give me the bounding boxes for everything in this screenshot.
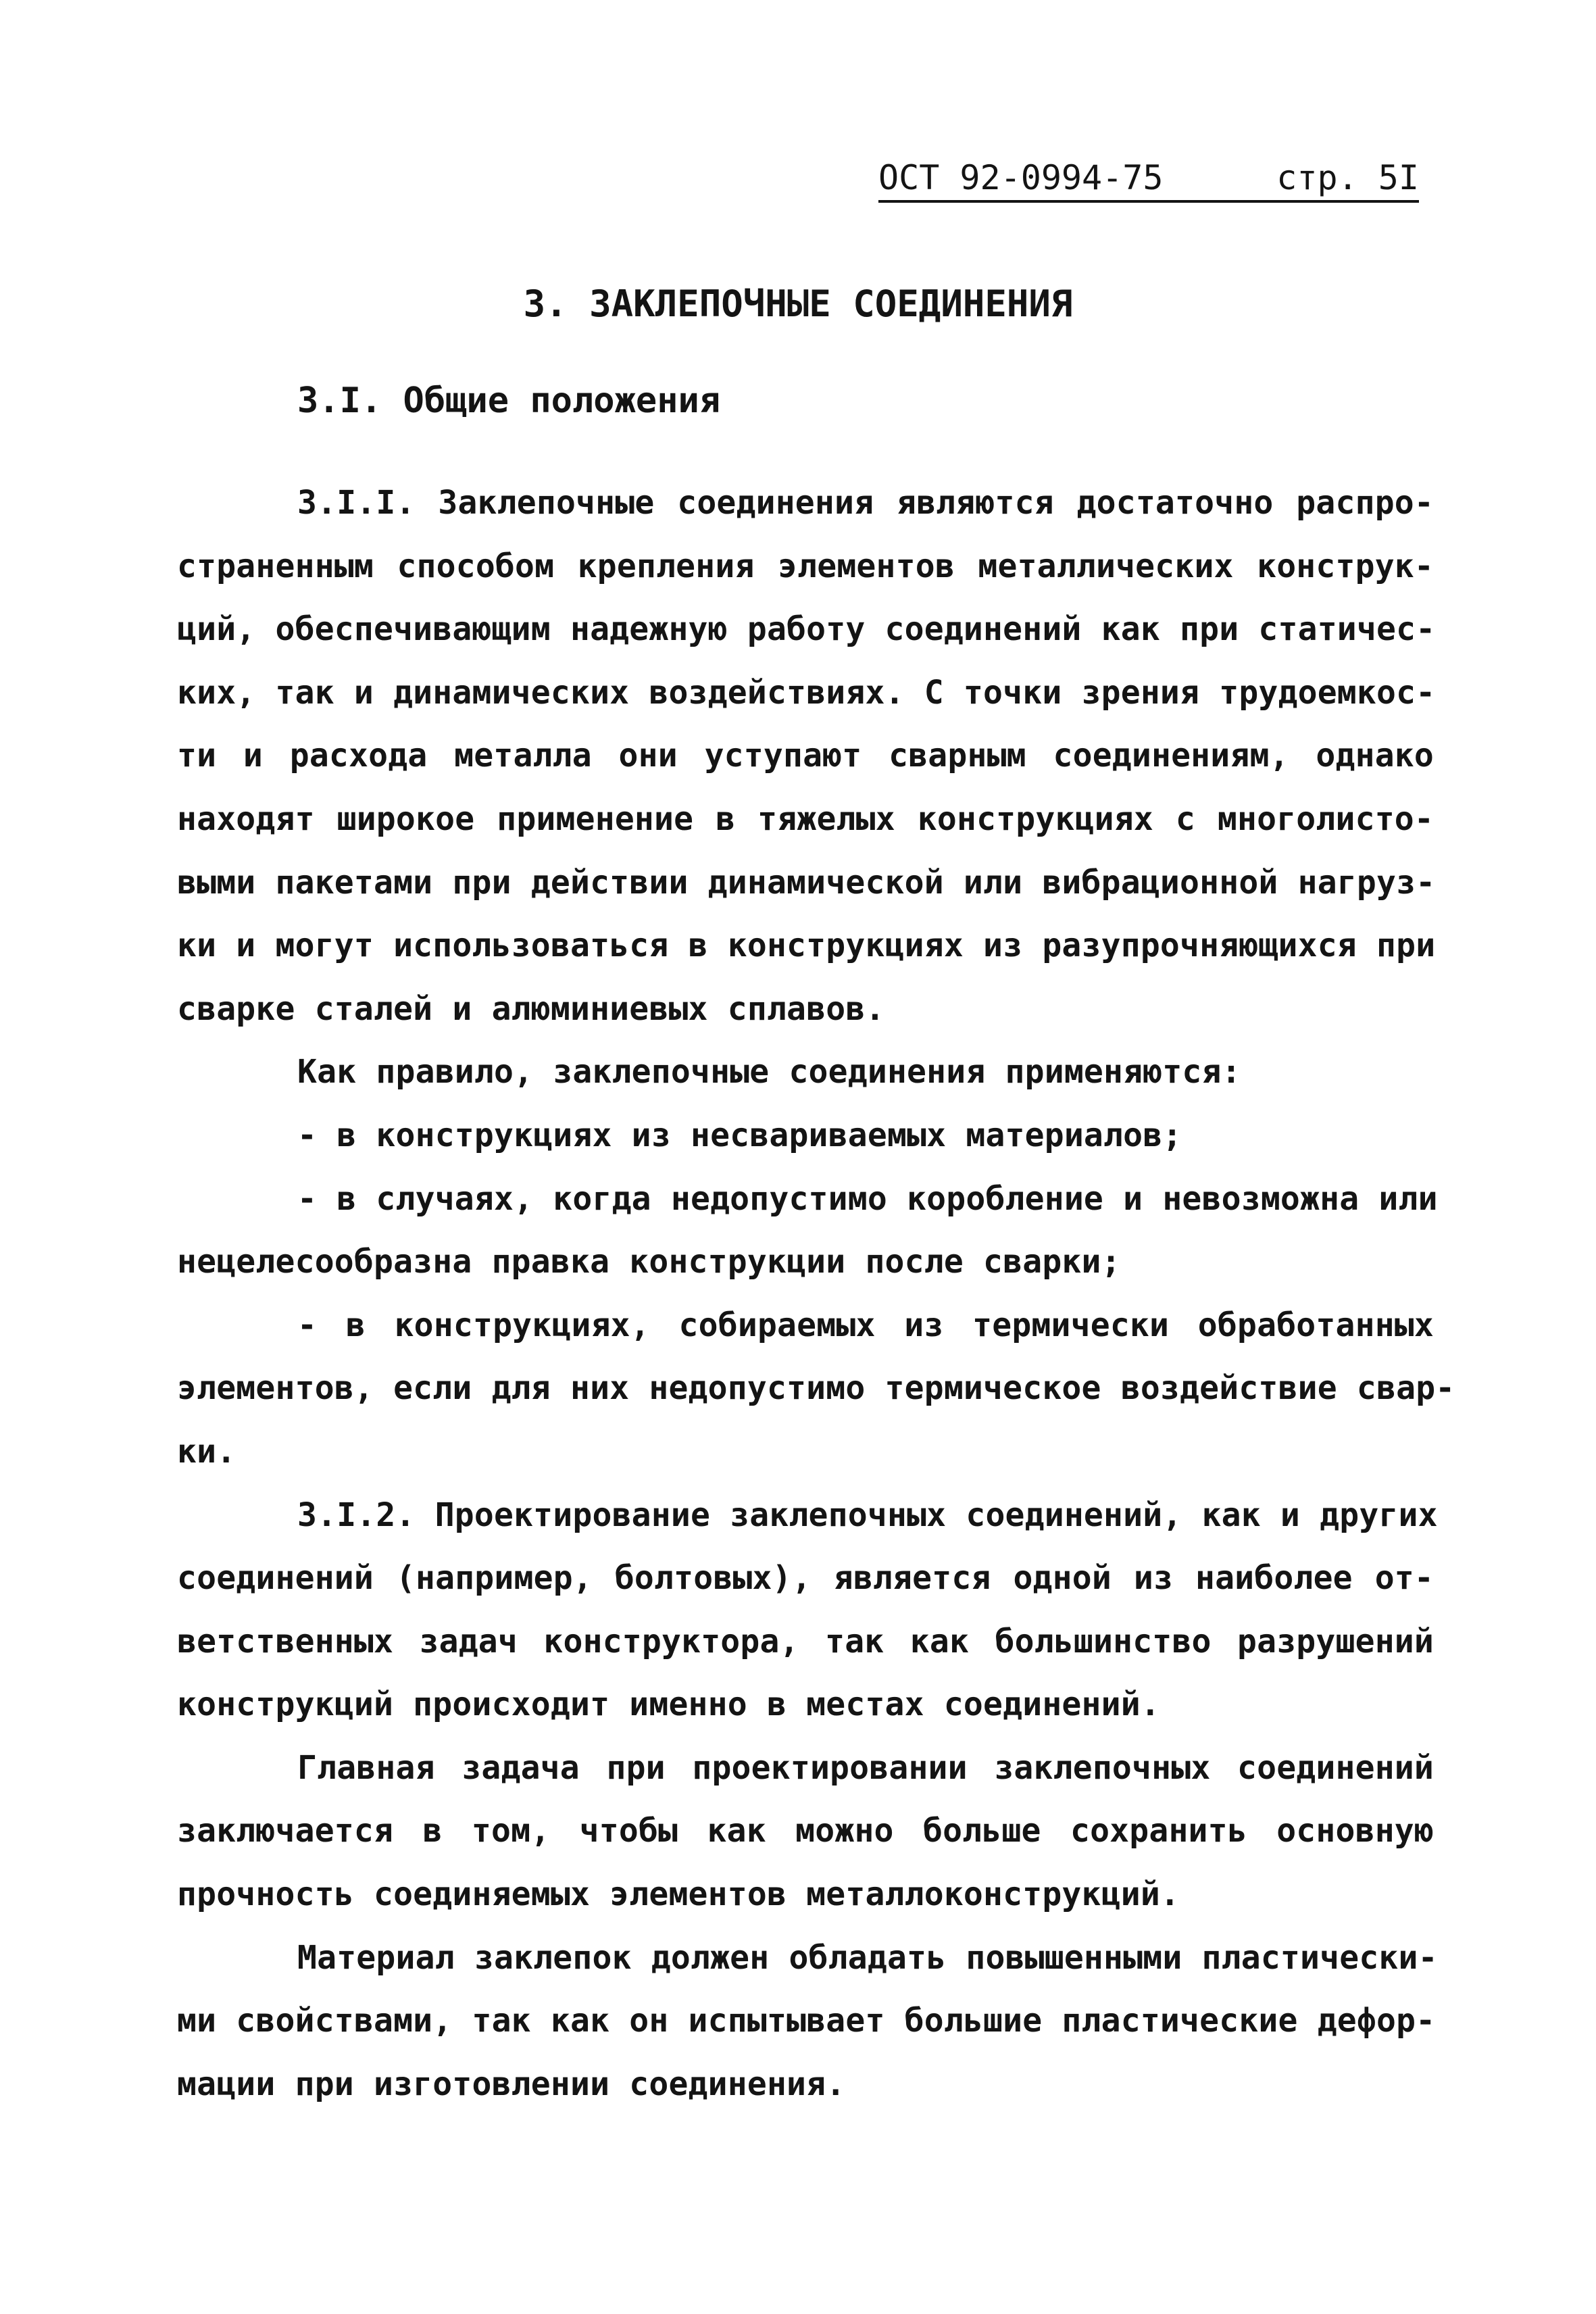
header-underline [878,200,1419,203]
section-title: 3. ЗАКЛЕПОЧНЫЕ СОЕДИНЕНИЯ [523,282,1073,325]
text-line: ки и могут использоваться в конструкциях из разупрочняющихся при [177,927,1436,965]
text-line: 3.I.2. Проектирование заклепочных соединений, как и других [297,1496,1438,1534]
text-line: ти и расхода металла они уступают сварным соединениям, однако [177,737,1434,775]
body-text [177,472,1455,2116]
list-item: - в конструкциях из несвариваемых материалов; [297,1116,1182,1154]
text-line: Главная задача при проектировании заклепочных соединений [297,1748,1434,1787]
text-line: конструкций происходит именно в местах соединений. [177,1685,1160,1724]
text-line: страненным способом крепления элементов металлических конструк- [177,547,1434,585]
text-line: 3.I.I. Заклепочные соединения являются достаточно распро- [297,484,1434,522]
list-item: - в конструкциях, собираемых из термически обработанных [297,1306,1434,1344]
text-line: сварке сталей и алюминиевых сплавов. [177,989,885,1028]
text-line: находят широкое применение в тяжелых конструкциях с многолисто- [177,799,1434,838]
text-line: соединений (например, болтовых), является одной из наиболее от- [177,1559,1434,1598]
text-line: прочность соединяемых элементов металлоконструкций. [177,1875,1180,1914]
text-line: заключается в том, чтобы как можно больше сохранить основную [177,1812,1434,1850]
text-line: Как правило, заклепочные соединения применяются: [297,1053,1241,1091]
subsection-title: 3.I. Общие положения [297,380,721,421]
text-line: ций, обеспечивающим надежную работу соединений как при статичес- [177,610,1436,649]
text-line: Материал заклепок должен обладать повышенными пластически- [297,1938,1438,1977]
text-line: мации при изготовлении соединения. [177,2065,846,2103]
page-number: стр. 5I [1276,158,1419,197]
list-item: - в случаях, когда недопустимо коробление и невозможна или [297,1179,1438,1218]
text-line: ких, так и динамических воздействиях. С точки зрения трудоемкос- [177,673,1436,712]
text-line: нецелесообразна правка конструкции после сварки; [177,1243,1121,1281]
text-line: ми свойствами, так как он испытывает большие пластические дефор- [177,2002,1436,2040]
text-line: ветственных задач конструктора, так как большинство разрушений [177,1622,1434,1660]
text-line: элементов, если для них недопустимо термическое воздействие свар- [177,1369,1455,1408]
text-line: ки. [177,1432,236,1471]
page-header [878,147,1419,208]
text-line: выми пакетами при действии динамической или вибрационной нагруз- [177,863,1436,902]
standard-number: ОСТ 92-0994-75 [878,158,1164,197]
